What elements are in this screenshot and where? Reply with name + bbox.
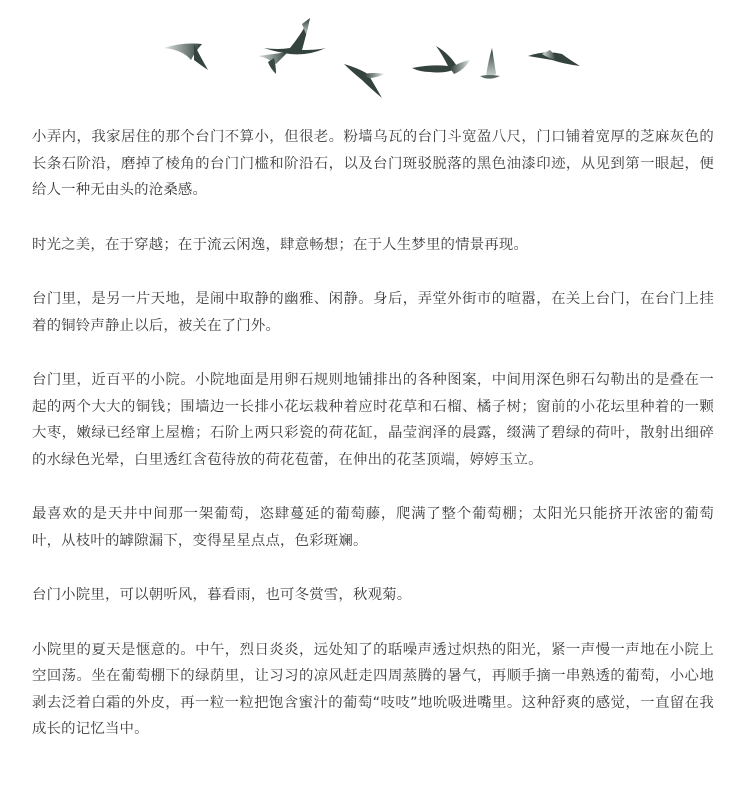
bird-icon: [258, 52, 288, 74]
article-paragraph: 时光之美，在于穿越；在于流云闲逸，肆意畅想；在于人生梦里的情景再现。: [32, 236, 529, 253]
article-body: [32, 124, 714, 771]
article-paragraph: 小院里的夏天是惬意的。中午，烈日炎炎，远处知了的聒噪声透过炽热的阳光，紧一声慢一声地在小院上空回荡。坐在葡萄棚下的绿荫里，让习习的凉风赶走四周蒸腾的暑气，再顺手摘一串熟透的葡萄，小心地剥去泛着白霜的外皮，再一粒一粒把饱含蜜汁的葡萄“吱吱”地吮吸进嘴里。这种舒爽的感觉，一直留在我成长的记忆当中。: [32, 641, 714, 737]
article-paragraph: 台门里，近百平的小院。小院地面是用卵石规则地铺排出的各种图案，中间用深色卵石勾勒出的是叠在一起的两个大大的铜钱；围墙边一长排小花坛栽种着应时花草和石榴、橘子树；窗前的小花坛里种着的一颗大枣，嫩绿已经窜上屋檐；石阶上两只彩瓷的荷花缸，晶莹润泽的晨露，缀满了碧绿的荷叶，散射出细碎的水绿色光晕，白里透红含苞待放的荷花苞蕾，在伸出的花茎顶端，婷婷玉立。: [32, 372, 714, 468]
bird-icon: [412, 46, 470, 74]
bird-icon: [344, 64, 384, 98]
article-paragraph: 台门里，是另一片天地，是闹中取静的幽雅、闲静。身后，弄堂外街市的喧嚣，在关上台门，在台门上挂着的铜铃声静止以后，被关在了门外。: [32, 291, 714, 334]
bird-icon: [264, 18, 326, 54]
article-paragraph: 台门小院里，可以朝听风，暮看雨，也可冬赏雪，秋观菊。: [32, 587, 412, 603]
flying-birds-icon: [150, 14, 590, 104]
bird-icon: [480, 48, 500, 79]
bird-icon: [164, 44, 208, 71]
article-paragraph: 小弄内，我家居住的那个台门不算小，但很老。粉墙乌瓦的台门斗宽盈八尺，门口铺着宽厚的芝麻灰色的长条石阶沿，磨掉了棱角的台门门槛和阶沿石，以及台门斑驳脱落的黑色油漆印迹，从见到第一眼起，便给人一种无由头的沧桑感。: [32, 129, 714, 198]
bird-icon: [528, 50, 580, 66]
article-paragraph: 最喜欢的是天井中间那一架葡萄，恣肆蔓延的葡萄藤，爬满了整个葡萄棚；太阳光只能挤开浓密的葡萄叶，从枝叶的罅隙漏下，变得星星点点，色彩斑斓。: [32, 506, 714, 549]
